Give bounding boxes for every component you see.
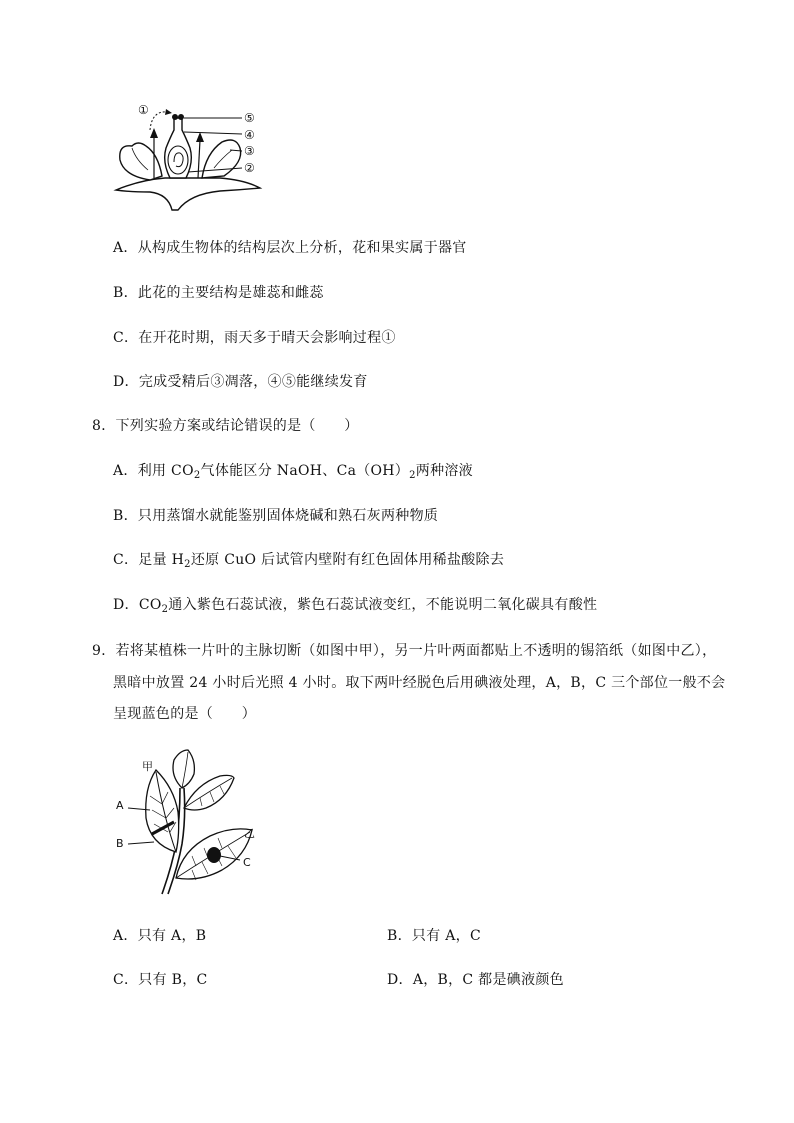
q9-option-c[interactable]: C．只有 B，C [113,972,208,988]
flower-label-2: ② [244,161,255,175]
leaf-label-jia: 甲 [142,760,153,773]
flower-label-3: ③ [244,144,255,158]
q8-option-c[interactable] [113,550,504,570]
q8-stem: 8．下列实验方案或结论错误的是（ ） [92,418,359,434]
q9-option-b[interactable]: B．只有 A，C [387,928,481,944]
flower-label-4: ④ [244,128,255,142]
leaf-label-a: A [116,799,124,812]
leaf-label-yi: 乙 [244,827,255,840]
q9-stem-line-3: 呈现蓝色的是（ ） [113,706,256,722]
flower-label-5: ⑤ [244,111,255,125]
flower-label-1: ① [138,103,149,117]
q8-option-b[interactable]: B．只用蒸馏水就能鉴别固体烧碱和熟石灰两种物质 [113,508,439,524]
q8-option-a-pre: A．利用 CO [113,463,194,479]
q8-option-d-sub: 2 [161,604,169,615]
q7-option-c[interactable]: C．在开花时期，雨天多于晴天会影响过程① [113,330,396,346]
q8-option-c-pre: C．足量 H [113,552,185,568]
q8-option-a-post: 两种溶液 [415,463,473,479]
q8-option-d-pre: D．CO [113,597,162,613]
leaf-label-b: B [116,837,124,850]
q8-option-d-post: 通入紫色石蕊试液，紫色石蕊试液变红，不能说明二氧化碳具有酸性 [168,597,598,613]
leaf-label-c: C [243,856,251,869]
q8-option-a-sub2: 2 [409,470,416,481]
q8-option-a[interactable] [113,461,473,481]
q9-option-a[interactable]: A．只有 A，B [113,928,207,944]
q9-option-d[interactable]: D．A，B，C 都是碘液颜色 [387,972,564,988]
q9-stem-line-2: 黑暗中放置 24 小时后光照 4 小时。取下两叶经脱色后用碘液处理，A，B，C 三个部位一般不会 [113,675,726,691]
q7-option-b[interactable]: B．此花的主要结构是雄蕊和雌蕊 [113,285,324,301]
q9-stem-line-1: 9．若将某植株一片叶的主脉切断（如图中甲），另一片叶两面都贴上不透明的锡箔纸（如图中乙）， [92,643,717,659]
q8-option-c-post: 还原 CuO 后试管内壁附有红色固体用稀盐酸除去 [190,552,505,568]
q7-option-d[interactable]: D．完成受精后③凋落，④⑤能继续发育 [113,374,368,390]
q8-option-a-sub: 2 [193,470,201,481]
q7-option-a[interactable]: A．从构成生物体的结构层次上分析，花和果实属于器官 [113,240,467,256]
q8-option-d[interactable] [113,595,597,615]
leaf-diagram [110,748,270,900]
q8-option-c-sub: 2 [184,559,191,570]
flower-diagram [110,98,280,213]
q8-option-a-mid: 气体能区分 NaOH、Ca（OH） [200,463,410,479]
